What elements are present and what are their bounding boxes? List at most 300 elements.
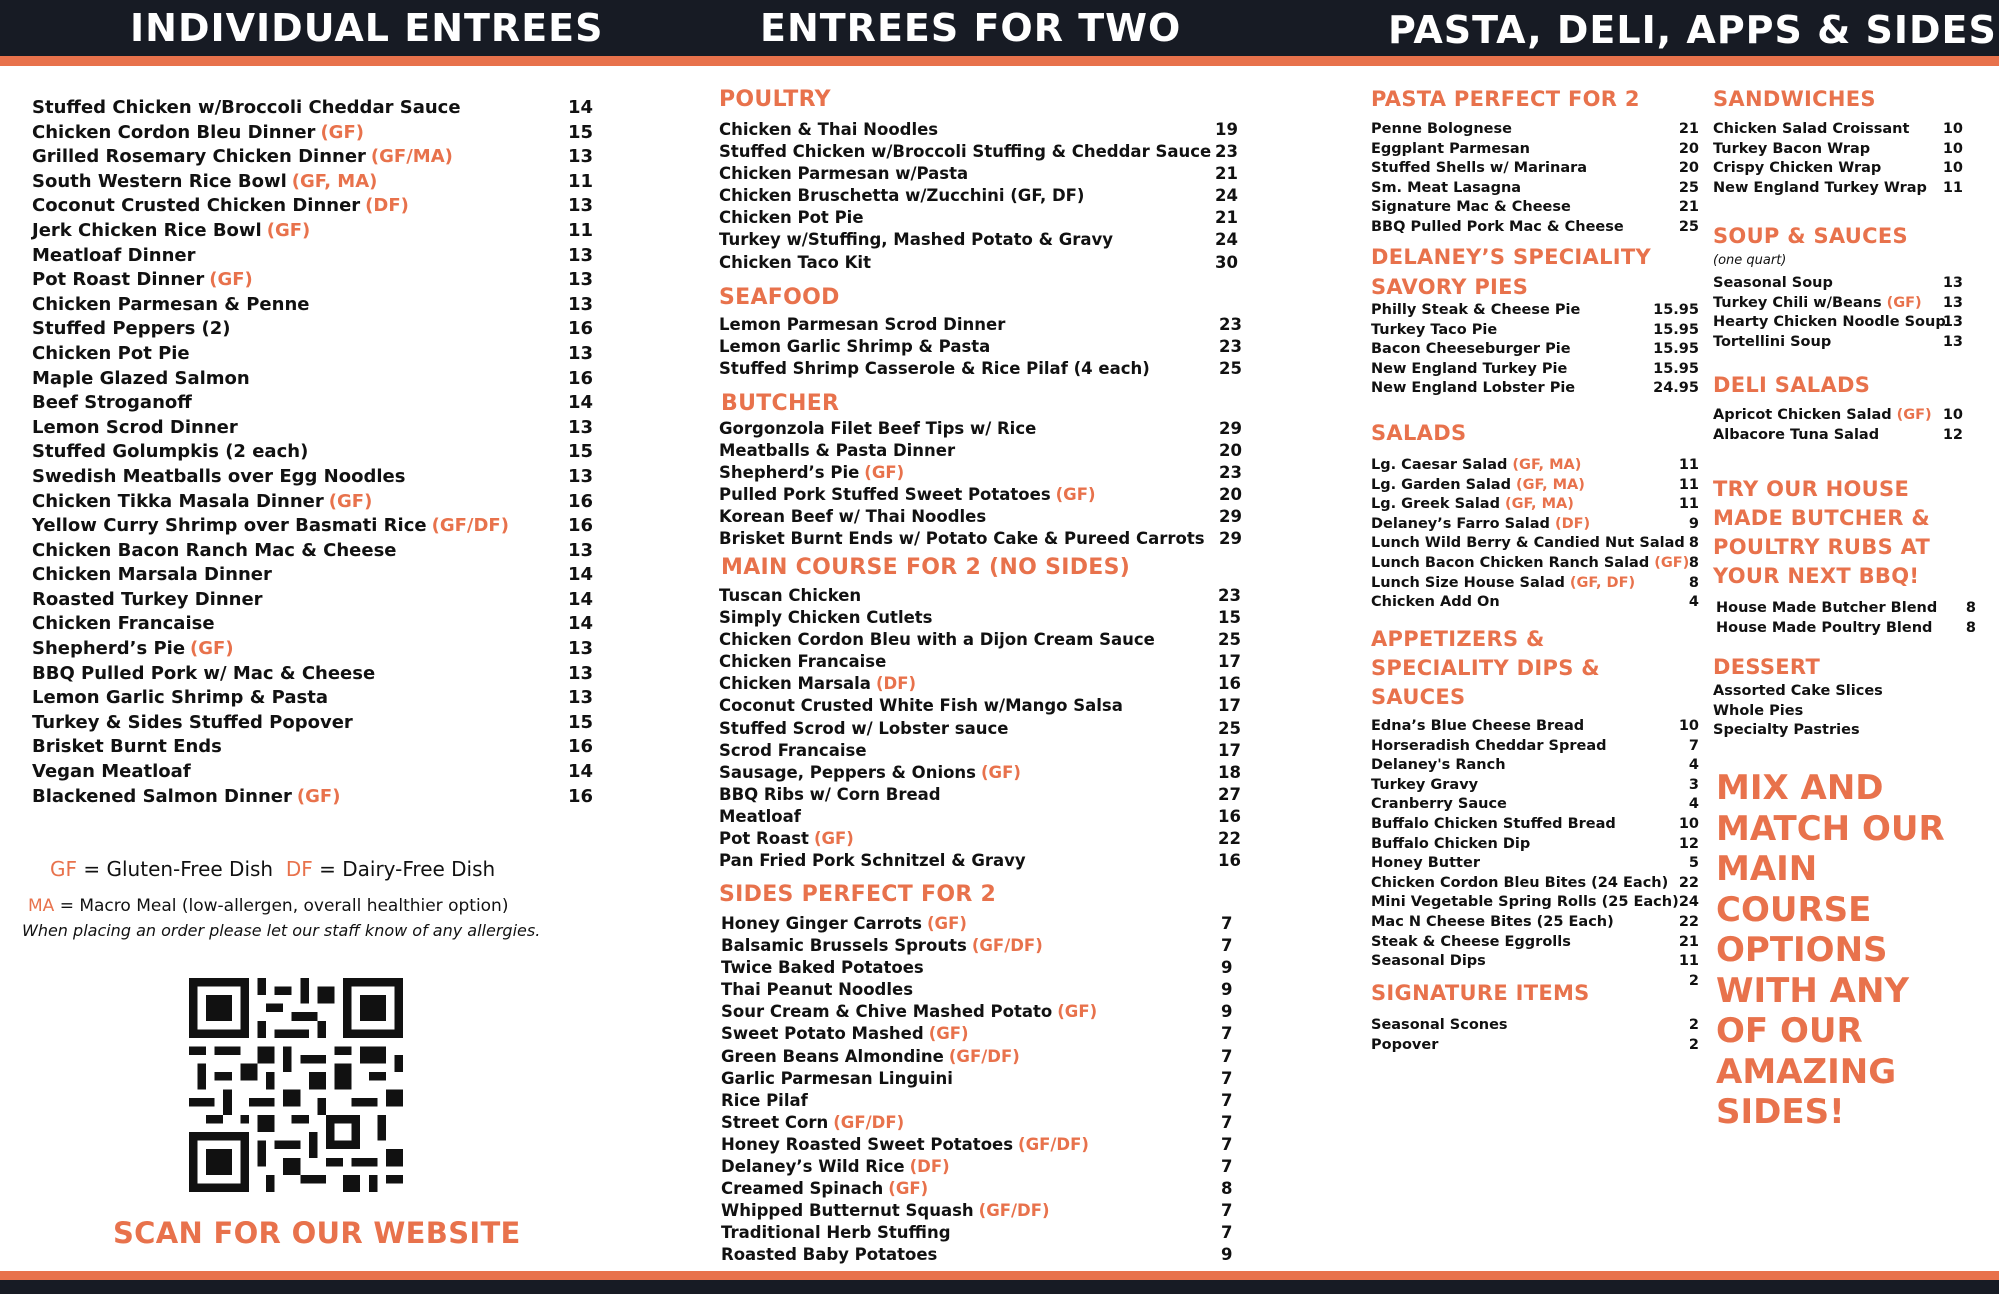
menu-item	[719, 252, 1238, 275]
item-price: 10	[1678, 718, 1699, 734]
menu-item	[32, 491, 612, 516]
item-price: 4	[1688, 757, 1699, 774]
butcher-title: BUTCHER	[721, 391, 840, 416]
item-price: 25	[1678, 218, 1699, 235]
item-price: 15	[1218, 608, 1241, 628]
item-name: Blackened Salmon Dinner	[32, 785, 292, 807]
menu-item	[719, 186, 1238, 208]
item-price: 7	[1221, 1090, 1233, 1110]
menu-item	[1371, 180, 1699, 200]
item-name: Hearty Chicken Noodle Soup	[1713, 314, 1946, 331]
menu-item	[1713, 121, 1963, 141]
item-name: Sour Cream & Chive Mashed Potato	[721, 1002, 1053, 1022]
item-price: 24	[1678, 894, 1699, 911]
item-price: 16	[1218, 851, 1241, 871]
item-price: 17	[1218, 696, 1241, 716]
menu-item	[1371, 796, 1699, 816]
item-price: 2	[1688, 1036, 1699, 1053]
soup-subtitle: (one quart)	[1713, 253, 1787, 268]
item-price: 19	[1215, 120, 1238, 139]
item-price: 7	[1221, 1068, 1233, 1088]
item-name: Lemon Scrod Dinner	[32, 416, 238, 438]
menu-item	[719, 674, 1241, 696]
menu-item	[721, 1245, 1231, 1267]
item-name: Turkey Taco Pie	[1371, 321, 1498, 338]
menu-item	[32, 269, 612, 294]
item-price: 16	[568, 490, 594, 512]
item-name: Stuffed Chicken w/Broccoli Cheddar Sauce	[32, 97, 461, 118]
legend-ma	[28, 896, 508, 916]
item-price: 11	[1678, 476, 1699, 493]
item-name: Buffalo Chicken Stuffed Bread	[1371, 815, 1616, 832]
menu-item	[1371, 914, 1699, 934]
item-diet-tag: (GF)	[296, 785, 341, 807]
menu-item	[721, 1223, 1231, 1245]
deli-salads-list	[1713, 407, 1963, 446]
menu-item	[1713, 334, 1963, 354]
menu-item	[32, 613, 612, 638]
item-name: New England Lobster Pie	[1371, 380, 1576, 397]
item-price: 23	[1218, 586, 1241, 605]
item-price: 24.95	[1653, 380, 1699, 397]
item-name: Seasonal Scones	[1371, 1017, 1508, 1033]
item-price: 11	[1678, 953, 1699, 970]
item-name: Specialty Pastries	[1713, 722, 1860, 739]
item-price: 22	[1218, 829, 1241, 849]
item-name: Stuffed Shrimp Casserole & Rice Pilaf (4 each)	[719, 359, 1150, 379]
item-price: 13	[568, 146, 594, 168]
item-name: Shepherd’s Pie	[32, 638, 186, 660]
menu-item	[32, 195, 612, 220]
menu-item	[1713, 141, 1963, 161]
item-price: 4	[1688, 796, 1699, 813]
item-diet-tag: (GF)	[190, 638, 234, 660]
item-name: Tuscan Chicken	[719, 586, 862, 605]
item-name: Chicken Add On	[1371, 594, 1500, 611]
menu-item	[1713, 275, 1963, 295]
item-name: Horseradish Cheddar Spread	[1371, 737, 1607, 754]
item-price: 23	[1215, 142, 1238, 162]
item-name: Sm. Meat Lasagna	[1371, 179, 1522, 196]
item-price: 21	[1678, 933, 1699, 950]
item-name: Chicken Parmesan & Penne	[32, 293, 310, 315]
sandwiches-title: SANDWICHES	[1713, 87, 1876, 111]
item-price: 7	[1221, 1112, 1233, 1132]
menu-item	[719, 441, 1242, 463]
item-price: 21	[1678, 121, 1699, 137]
menu-item	[719, 652, 1241, 674]
seafood-list	[719, 315, 1242, 381]
item-diet-tag: (GF)	[928, 1024, 969, 1044]
item-diet-tag: (GF, MA)	[1515, 476, 1585, 493]
rubs-title: TRY OUR HOUSE MADE BUTCHER & POULTRY RUBS AT YOUR NEXT BBQ!	[1713, 477, 1931, 588]
item-name: Chicken Francaise	[719, 652, 887, 672]
mix-and-match-banner: MIX AND MATCH OUR MAIN COURSE OPTIONS WITH ANY OF OUR AMAZING SIDES!	[1716, 768, 1945, 1132]
item-price: 24	[1215, 186, 1238, 206]
df-text: = Dairy-Free Dish	[319, 857, 496, 881]
item-diet-tag: (DF)	[909, 1157, 950, 1177]
item-name: Chicken Pot Pie	[719, 208, 864, 228]
item-name: Lemon Garlic Shrimp & Pasta	[32, 687, 328, 709]
item-price: 13	[1942, 275, 1963, 291]
menu-item	[719, 529, 1242, 551]
item-price: 8	[1688, 574, 1699, 591]
item-name: Lunch Bacon Chicken Ranch Salad	[1371, 554, 1650, 571]
menu-item	[1371, 160, 1699, 180]
menu-item	[1371, 341, 1699, 361]
item-price: 15.95	[1653, 360, 1699, 377]
item-price: 14	[568, 97, 594, 118]
item-diet-tag: (DF)	[1554, 515, 1591, 532]
item-diet-tag: (GF)	[813, 829, 854, 849]
menu-item	[32, 515, 612, 540]
item-price: 10	[1942, 121, 1963, 137]
item-diet-tag: (GF)	[266, 219, 311, 241]
item-price: 9	[1688, 515, 1699, 532]
item-name: Chicken Pot Pie	[32, 342, 190, 364]
menu-item	[719, 696, 1241, 718]
item-name: Turkey Chili w/Beans	[1713, 294, 1882, 311]
menu-item	[1713, 407, 1963, 427]
legend-gf-df	[50, 857, 495, 881]
item-price: 7	[1221, 1024, 1233, 1044]
item-name: Scrod Francaise	[719, 740, 867, 760]
item-price: 25	[1219, 359, 1242, 379]
savory-pies-title-2: SAVORY PIES	[1371, 275, 1529, 299]
menu-item	[1371, 535, 1699, 555]
item-price: 22	[1678, 874, 1699, 891]
item-price: 16	[568, 736, 594, 758]
item-name: Crispy Chicken Wrap	[1713, 160, 1882, 177]
menu-item	[32, 146, 612, 171]
menu-item	[32, 122, 612, 147]
item-price: 13	[568, 269, 594, 291]
item-diet-tag: (GF/MA)	[370, 146, 453, 168]
item-name: Chicken Bruschetta w/Zucchini (GF, DF)	[719, 186, 1085, 206]
item-price: 12	[1942, 426, 1963, 443]
item-name: Tortellini Soup	[1713, 333, 1832, 350]
item-price: 8	[1221, 1179, 1233, 1199]
item-name: Shepherd’s Pie	[719, 463, 860, 483]
menu-item	[1371, 594, 1699, 614]
menu-item	[32, 540, 612, 565]
item-price: 24	[1215, 230, 1238, 250]
item-name: Meatloaf Dinner	[32, 244, 196, 266]
item-name: Lg. Greek Salad	[1371, 496, 1500, 513]
item-name: Green Beans Almondine	[721, 1046, 944, 1066]
item-name: Signature Mac & Cheese	[1371, 199, 1571, 216]
item-name: Whole Pies	[1713, 702, 1804, 719]
item-price: 23	[1219, 315, 1242, 334]
soup-list	[1713, 275, 1963, 353]
item-price: 25	[1218, 718, 1241, 738]
item-name: Swedish Meatballs over Egg Noodles	[32, 465, 406, 487]
item-price: 15.95	[1653, 302, 1699, 318]
gf-abbr: GF	[50, 857, 78, 881]
menu-item	[32, 736, 612, 761]
menu-item	[1371, 1037, 1699, 1057]
item-diet-tag: (GF)	[888, 1179, 929, 1199]
item-name: Garlic Parmesan Linguini	[721, 1068, 953, 1088]
item-diet-tag: (GF/DF)	[978, 1201, 1050, 1221]
menu-item	[1371, 575, 1699, 595]
main-course-title: MAIN COURSE FOR 2 (NO SIDES)	[721, 555, 1131, 580]
item-diet-tag: (GF, MA)	[291, 170, 378, 192]
sides-title: SIDES PERFECT FOR 2	[719, 882, 997, 907]
menu-item	[1716, 600, 1976, 620]
item-name: Pulled Pork Stuffed Sweet Potatoes	[719, 485, 1051, 505]
qr-code[interactable]	[188, 978, 404, 1192]
item-name: BBQ Pulled Pork Mac & Cheese	[1371, 218, 1624, 235]
item-price: 10	[1942, 140, 1963, 157]
individual-entrees-list	[32, 97, 612, 810]
menu-item	[721, 1047, 1231, 1069]
item-price: 16	[1218, 674, 1241, 694]
menu-item	[721, 914, 1231, 936]
menu-item	[1371, 141, 1699, 161]
menu-item	[1371, 855, 1699, 875]
item-name: Pot Roast Dinner	[32, 269, 205, 291]
menu-item	[719, 463, 1242, 485]
menu-item	[32, 786, 612, 811]
menu-item	[1716, 620, 1976, 640]
item-price: 17	[1218, 740, 1241, 760]
menu-item	[32, 343, 612, 368]
footer-bar	[0, 1280, 1999, 1294]
item-price: 29	[1219, 507, 1242, 527]
menu-item	[721, 1024, 1231, 1046]
item-name: Stuffed Scrod w/ Lobster sauce	[719, 718, 1009, 738]
item-name: Street Corn	[721, 1112, 829, 1132]
item-price: 5	[1688, 855, 1699, 872]
ma-text: = Macro Meal (low-allergen, overall healthier option)	[59, 896, 509, 916]
item-name: Mac N Cheese Bites (25 Each)	[1371, 913, 1614, 930]
menu-item	[32, 220, 612, 245]
menu-item	[719, 208, 1238, 230]
menu-item	[32, 761, 612, 786]
header-entrees-for-two: ENTREES FOR TWO	[760, 6, 1182, 50]
menu-item	[719, 806, 1241, 829]
item-name: Philly Steak & Cheese Pie	[1371, 302, 1581, 318]
appetizers-title: APPETIZERS & SPECIALITY DIPS & SAUCES	[1371, 627, 1600, 709]
menu-item	[1371, 934, 1699, 954]
item-diet-tag: (GF/DF)	[948, 1046, 1020, 1066]
item-price: 13	[568, 662, 594, 684]
menu-item	[1713, 703, 1963, 723]
item-name: Seasonal Dips	[1371, 953, 1486, 970]
item-name: Yellow Curry Shrimp over Basmati Rice	[32, 515, 427, 537]
item-price: 25	[1678, 179, 1699, 196]
item-price: 13	[568, 638, 594, 660]
item-name: Brisket Burnt Ends w/ Potato Cake & Pureed Carrots	[719, 529, 1205, 549]
seafood-title: SEAFOOD	[719, 285, 840, 310]
menu-item	[1713, 295, 1963, 315]
item-price: 13	[568, 342, 594, 364]
menu-item	[721, 1113, 1231, 1135]
menu-item	[1371, 718, 1699, 738]
df-abbr: DF	[285, 857, 313, 881]
item-name: Lemon Garlic Shrimp & Pasta	[719, 337, 991, 357]
menu-item	[719, 337, 1242, 359]
item-price: 14	[568, 392, 594, 414]
item-price: 7	[1221, 1134, 1233, 1154]
item-price: 15	[568, 121, 594, 143]
item-name: Mini Vegetable Spring Rolls (25 Each)	[1371, 894, 1679, 911]
item-name: Honey Ginger Carrots	[721, 914, 922, 933]
item-name: Meatballs & Pasta Dinner	[719, 441, 956, 461]
item-price: 10	[1942, 160, 1963, 177]
item-price: 7	[1221, 1046, 1233, 1066]
menu-item	[32, 171, 612, 196]
item-name: Grilled Rosemary Chicken Dinner	[32, 146, 366, 168]
poultry-list	[719, 120, 1238, 275]
item-price: 10	[1678, 815, 1699, 832]
menu-item	[32, 638, 612, 663]
item-diet-tag: (GF)	[1654, 554, 1690, 571]
item-name: Rice Pilaf	[721, 1090, 808, 1110]
item-name: Lg. Caesar Salad	[1371, 457, 1508, 473]
item-diet-tag: (GF/DF)	[833, 1112, 905, 1132]
item-price: 13	[568, 293, 594, 315]
item-diet-tag: (GF)	[1886, 294, 1922, 311]
item-diet-tag: (GF/DF)	[1018, 1134, 1089, 1154]
menu-item	[719, 315, 1242, 337]
item-name: Bacon Cheeseburger Pie	[1371, 341, 1571, 358]
item-name: House Made Butcher Blend	[1716, 600, 1938, 616]
menu-item	[719, 829, 1241, 851]
dessert-list	[1713, 683, 1963, 742]
savory-pies-title-1: DELANEY’S SPECIALITY	[1371, 245, 1652, 269]
item-price: 23	[1219, 463, 1242, 483]
item-price: 13	[1942, 314, 1963, 331]
item-price: 13	[1942, 333, 1963, 350]
menu-item	[719, 586, 1241, 608]
menu-item	[32, 564, 612, 589]
menu-item	[719, 419, 1242, 441]
item-price: 18	[1218, 762, 1241, 782]
item-name: Lemon Parmesan Scrod Dinner	[719, 315, 1006, 334]
item-name: Delaney’s Farro Salad	[1371, 515, 1550, 532]
item-name: Thai Peanut Noodles	[721, 980, 914, 1000]
item-price: 15.95	[1653, 341, 1699, 358]
item-diet-tag: (GF/DF)	[431, 515, 509, 537]
menu-item	[721, 1069, 1231, 1091]
item-price: 8	[1688, 554, 1699, 571]
item-name: Chicken Marsala Dinner	[32, 564, 272, 586]
item-name: Chicken & Thai Noodles	[719, 120, 939, 139]
menu-item	[1371, 777, 1699, 797]
item-name: Turkey w/Stuffing, Mashed Potato & Gravy	[719, 230, 1114, 250]
item-name: Turkey Bacon Wrap	[1713, 140, 1871, 157]
item-price: 11	[1678, 457, 1699, 473]
item-price: 14	[568, 761, 594, 783]
menu-item	[32, 466, 612, 491]
menu-item	[721, 1135, 1231, 1157]
item-name: Roasted Baby Potatoes	[721, 1245, 938, 1265]
item-price: 16	[568, 515, 594, 537]
item-name: Stuffed Golumpkis (2 each)	[32, 441, 309, 463]
menu-item	[721, 1201, 1231, 1223]
menu-item	[1713, 683, 1963, 703]
menu-item	[719, 120, 1238, 142]
menu-item	[1371, 361, 1699, 381]
menu-item	[1371, 380, 1699, 400]
item-diet-tag: (GF, DF)	[1569, 574, 1636, 591]
item-price: 11	[1942, 179, 1963, 196]
item-price: 23	[1219, 337, 1242, 357]
item-price: 13	[1942, 294, 1963, 311]
item-diet-tag: (GF)	[1057, 1002, 1098, 1022]
item-price: 8	[1688, 535, 1699, 552]
menu-item	[32, 663, 612, 688]
menu-item	[719, 851, 1241, 873]
item-name: Lunch Size House Salad	[1371, 574, 1565, 591]
item-name: Chicken Francaise	[32, 613, 215, 635]
item-price: 9	[1221, 1002, 1233, 1022]
menu-item	[32, 441, 612, 466]
scan-label: SCAN FOR OUR WEBSITE	[113, 1216, 521, 1250]
item-name: House Made Poultry Blend	[1716, 619, 1933, 636]
item-price: 3	[1688, 776, 1699, 793]
item-diet-tag: (GF)	[864, 463, 905, 483]
item-name: Whipped Butternut Squash	[721, 1201, 974, 1221]
item-price: 14	[568, 564, 594, 586]
main-course-list	[719, 586, 1241, 873]
item-diet-tag: (DF)	[365, 195, 409, 217]
item-name: Brisket Burnt Ends	[32, 736, 222, 758]
item-name: Honey Roasted Sweet Potatoes	[721, 1134, 1014, 1154]
item-name: Lunch Wild Berry & Candied Nut Salad	[1371, 535, 1685, 552]
menu-item	[32, 97, 612, 122]
dessert-title: DESSERT	[1713, 655, 1821, 679]
item-name: New England Turkey Pie	[1371, 360, 1568, 377]
menu-item	[721, 958, 1231, 980]
item-diet-tag: (GF, MA)	[1512, 457, 1582, 473]
menu-item	[719, 630, 1241, 652]
menu-item	[719, 608, 1241, 630]
menu-item	[1371, 219, 1699, 239]
menu-item	[1371, 953, 1699, 973]
menu-item	[719, 718, 1241, 741]
item-name: Creamed Spinach	[721, 1179, 884, 1199]
item-price: 20	[1678, 140, 1699, 157]
menu-item	[721, 1091, 1231, 1113]
menu-item	[719, 784, 1241, 807]
item-name: Lg. Garden Salad	[1371, 476, 1511, 493]
item-price: 11	[1678, 496, 1699, 513]
item-diet-tag: (GF, MA)	[1504, 496, 1574, 513]
item-price: 9	[1221, 1245, 1233, 1265]
item-name: Albacore Tuna Salad	[1713, 426, 1880, 443]
item-price: 30	[1215, 252, 1238, 272]
item-name: Assorted Cake Slices	[1713, 683, 1883, 699]
footer-accent-line	[0, 1271, 1999, 1280]
menu-item	[1371, 457, 1699, 477]
menu-item	[32, 687, 612, 712]
item-name: Sausage, Peppers & Onions	[719, 762, 976, 782]
item-price: 13	[568, 416, 594, 438]
menu-item	[719, 762, 1241, 785]
item-price: 16	[1218, 806, 1241, 826]
item-name: Stuffed Peppers (2)	[32, 318, 231, 340]
item-price: 2	[1688, 1017, 1699, 1033]
item-price: 13	[568, 244, 594, 266]
item-name: Delaney's Ranch	[1371, 757, 1506, 774]
item-price: 16	[568, 785, 594, 807]
item-price: 7	[1221, 1157, 1233, 1177]
menu-item	[1713, 160, 1963, 180]
item-price: 11	[568, 170, 594, 192]
